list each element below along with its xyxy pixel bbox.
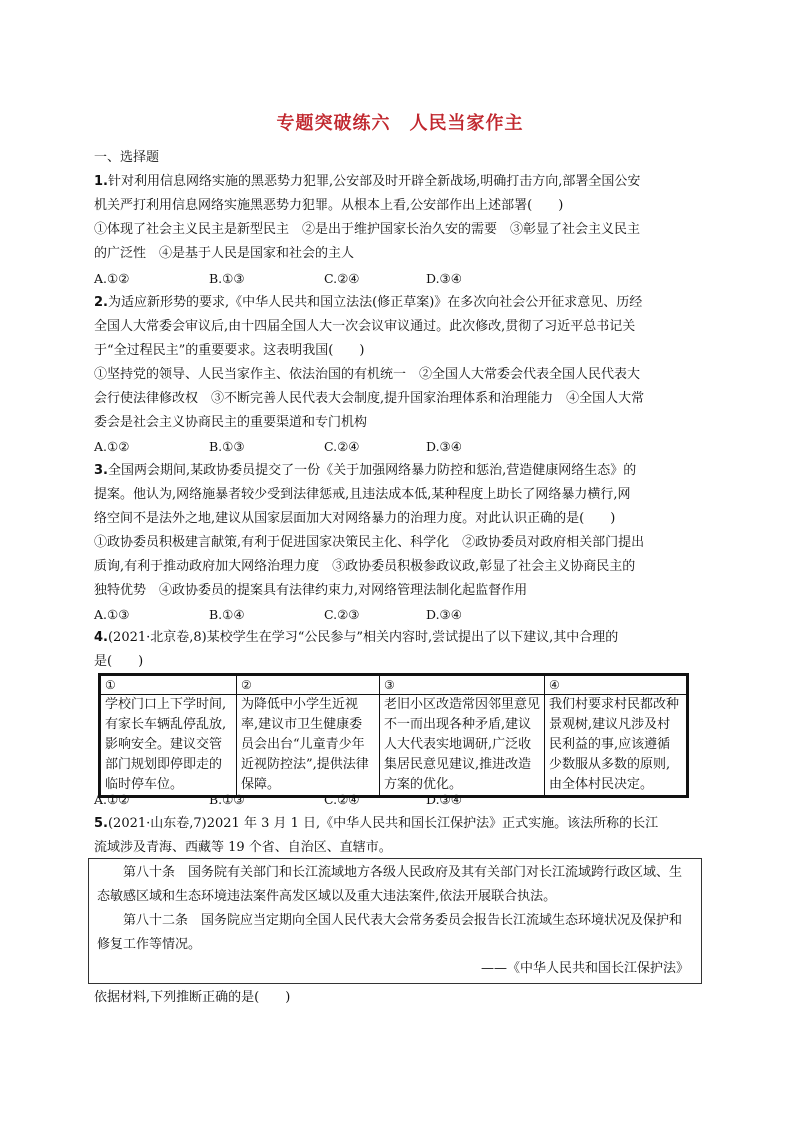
question-text: 为适应新形势的要求,《中华人民共和国立法法(修正草案)》在多次向社会公开征求意见、历经 bbox=[107, 295, 643, 310]
table-header-cell: ② bbox=[237, 675, 380, 695]
page-title: 专题突破练六 人民当家作主 bbox=[276, 113, 524, 134]
choice-d[interactable]: D.③④ bbox=[426, 792, 462, 807]
choice-c[interactable]: C.②④ bbox=[324, 439, 360, 454]
question-2-line-6: 委会是社会主义协商民主的重要渠道和专门机构 bbox=[94, 415, 368, 430]
question-2-line-4: ①坚持党的领导、人民当家作主、依法治国的有机统一 ②全国人大常委会代表全国人民代表大 bbox=[94, 367, 641, 382]
question-2-line-5: 会行使法律修改权 ③不断完善人民代表大会制度,提升国家治理体系和治理能力 ④全国人大常 bbox=[94, 391, 645, 406]
table-header-cell: ① bbox=[100, 675, 237, 695]
question-3-line-4: ①政协委员积极建言献策,有利于促进国家决策民主化、科学化 ②政协委员对政府相关部门提出 bbox=[94, 535, 645, 550]
question-3-line-6: 独特优势 ④政协委员的提案具有法律约束力,对网络管理法制化起监督作用 bbox=[94, 583, 528, 598]
choice-a[interactable]: A.①② bbox=[94, 792, 130, 807]
question-3-line-2: 提案。他认为,网络施暴者较少受到法律惩戒,且违法成本低,某种程度上助长了网络暴力横行,网 bbox=[94, 487, 631, 502]
question-4-line-1 bbox=[94, 626, 706, 650]
table-cell: 老旧小区改造常因邻里意见不一而出现各种矛盾,建议人大代表实地调研,广泛收集居民意见建议,推进改造方案的优化。 bbox=[380, 695, 545, 797]
choice-a[interactable]: A.①② bbox=[94, 439, 130, 454]
table-header-row bbox=[100, 675, 688, 695]
choice-d[interactable]: D.③④ bbox=[426, 271, 462, 286]
question-3-line-1 bbox=[94, 459, 706, 483]
question-4-line-2: 是( ) bbox=[94, 654, 144, 669]
question-number: 2. bbox=[94, 295, 108, 310]
choice-d[interactable]: D.③④ bbox=[426, 607, 462, 622]
question-1-line-2: 机关严打利用信息网络实施黑恶势力犯罪。从根本上看,公安部作出上述部署( ) bbox=[94, 198, 564, 213]
section-heading: 一、选择题 bbox=[94, 150, 160, 165]
question-2-line-1 bbox=[94, 291, 706, 315]
question-1-line-1 bbox=[94, 170, 706, 194]
choice-b[interactable]: B.①③ bbox=[209, 792, 245, 807]
question-text: 全国两会期间,某政协委员提交了一份《关于加强网络暴力防控和惩治,营造健康网络生态》的 bbox=[107, 463, 637, 478]
material-paragraph: 第八十二条 国务院应当定期向全国人民代表大会常务委员会报告长江流域生态环境状况及保护和修复工作等情况。 bbox=[97, 913, 683, 952]
choice-b[interactable]: B.①③ bbox=[209, 271, 245, 286]
table-header-cell: ③ bbox=[380, 675, 545, 695]
table-cell: 学校门口上下学时间,有家长车辆乱停乱放,影响安全。建议交管部门规划即停即走的临时停车位。 bbox=[100, 695, 237, 797]
question-text: (2021·北京卷,8)某校学生在学习“公民参与”相关内容时,尝试提出了以下建议,其中合理的 bbox=[107, 630, 619, 645]
question-1-line-3: ①体现了社会主义民主是新型民主 ②是出于维护国家长治久安的需要 ③彰显了社会主义民主 bbox=[94, 222, 641, 237]
choice-b[interactable]: B.①④ bbox=[209, 607, 245, 622]
question-5-prompt: 依据材料,下列推断正确的是( ) bbox=[94, 990, 291, 1005]
question-number: 1. bbox=[94, 174, 108, 189]
suggestion-table bbox=[98, 673, 689, 798]
question-2-line-2: 全国人大常委会审议后,由十四届全国人大一次会议审议通过。此次修改,贯彻了习近平总书记关 bbox=[94, 319, 636, 334]
question-text: 针对利用信息网络实施的黑恶势力犯罪,公安部及时开辟全新战场,明确打击方向,部署全国公安 bbox=[107, 174, 641, 189]
table-header-cell: ④ bbox=[545, 675, 688, 695]
question-number: 3. bbox=[94, 463, 108, 478]
question-5-line-1 bbox=[94, 812, 706, 836]
question-2-line-3: 于“全过程民主”的重要要求。这表明我国( ) bbox=[94, 343, 365, 358]
choice-b[interactable]: B.①③ bbox=[209, 439, 245, 454]
question-number: 4. bbox=[94, 630, 108, 645]
question-3-line-5: 质询,有利于推动政府加大网络治理力度 ③政协委员积极参政议政,彰显了社会主义协商民主的 bbox=[94, 559, 636, 574]
question-5-line-2: 流域涉及青海、西藏等 19 个省、自治区、直辖市。 bbox=[94, 840, 392, 855]
choice-d[interactable]: D.③④ bbox=[426, 439, 462, 454]
question-1-line-4: 的广泛性 ④是基于人民是国家和社会的主人 bbox=[94, 246, 355, 261]
question-number: 5. bbox=[94, 816, 108, 831]
table-cell: 我们村要求村民都改种景观树,建议凡涉及村民利益的事,应该遵循少数服从多数的原则,由全体村民决定。 bbox=[545, 695, 688, 797]
choice-c[interactable]: C.②③ bbox=[324, 607, 360, 622]
table-cell: 为降低中小学生近视率,建议市卫生健康委员会出台“儿童青少年近视防控法”,提供法律保障。 bbox=[237, 695, 380, 797]
material-box bbox=[88, 858, 702, 984]
choice-c[interactable]: C.②④ bbox=[324, 792, 360, 807]
question-3-line-3: 络空间不是法外之地,建议从国家层面加大对网络暴力的治理力度。对此认识正确的是( ) bbox=[94, 511, 616, 526]
table-row bbox=[100, 695, 688, 797]
material-source: ——《中华人民共和国长江保护法》 bbox=[480, 961, 689, 976]
question-text: (2021·山东卷,7)2021 年 3 月 1 日,《中华人民共和国长江保护法》正式实施。该法所称的长江 bbox=[107, 816, 659, 831]
material-paragraph: 第八十条 国务院有关部门和长江流域地方各级人民政府及其有关部门对长江流域跨行政区域、生态敏感区域和生态环境违法案件高发区域以及重大违法案件,依法开展联合执法。 bbox=[97, 865, 683, 904]
choice-a[interactable]: A.①② bbox=[94, 271, 130, 286]
choice-a[interactable]: A.①③ bbox=[94, 607, 130, 622]
choice-c[interactable]: C.②④ bbox=[324, 271, 360, 286]
